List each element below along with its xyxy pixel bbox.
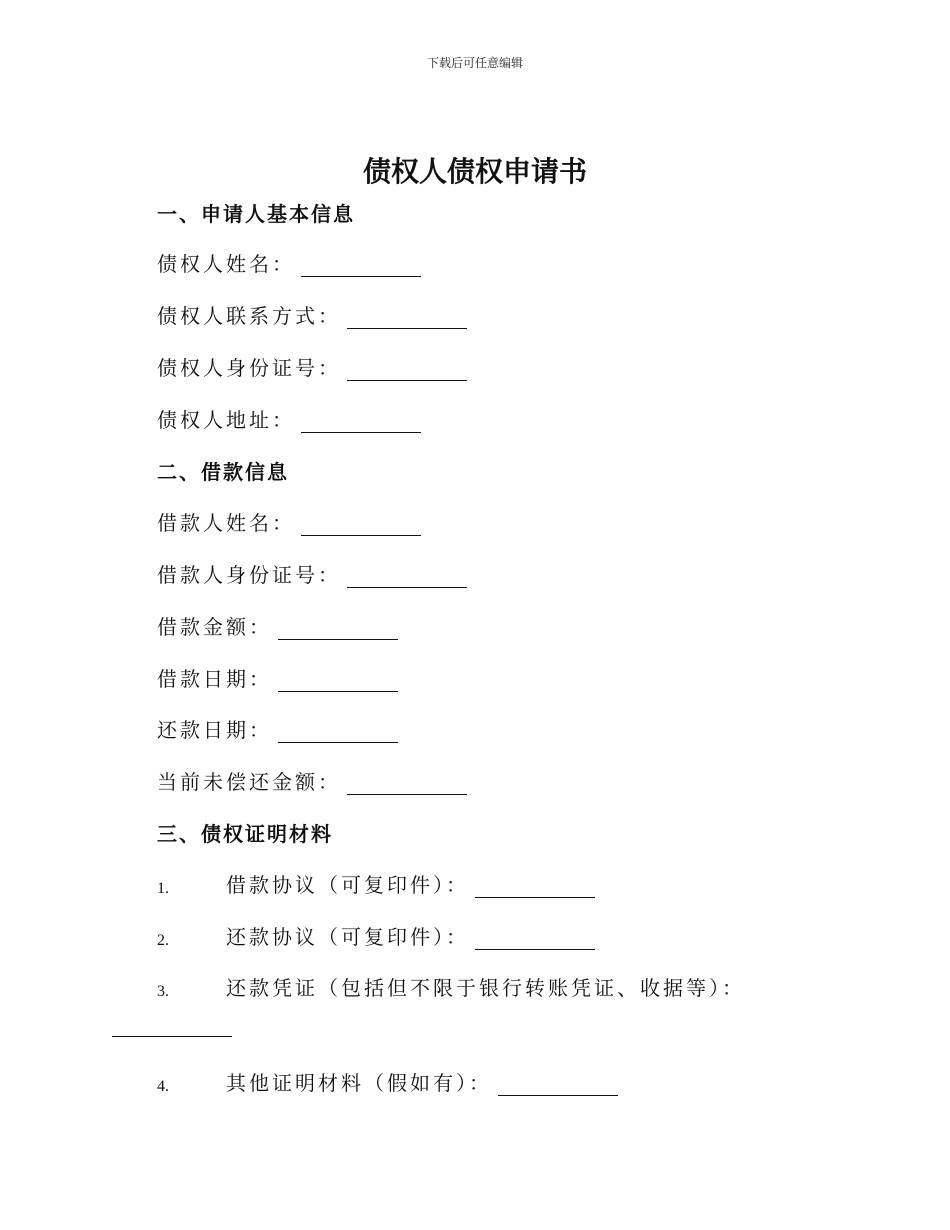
field-creditor-name <box>157 248 421 277</box>
field-outstanding-amount <box>157 766 467 795</box>
list-item-loan-agreement <box>157 869 595 898</box>
fill-blank[interactable] <box>347 772 467 795</box>
fill-blank[interactable] <box>498 1073 618 1096</box>
section-heading-loan-info: 二、借款信息 <box>157 460 289 484</box>
field-borrower-id-number <box>157 559 467 588</box>
list-item-repayment-voucher <box>157 972 745 1001</box>
field-label: 债权人地址： <box>157 408 295 432</box>
fill-blank[interactable] <box>347 565 467 588</box>
field-label: 借款金额： <box>157 615 272 639</box>
field-label: 债权人姓名： <box>157 252 295 276</box>
section-heading-applicant-info: 一、申请人基本信息 <box>157 202 355 226</box>
list-text: 还款协议（可复印件）： <box>226 925 469 949</box>
fill-blank[interactable] <box>278 720 398 743</box>
field-loan-amount <box>157 611 398 640</box>
fill-blank[interactable] <box>301 410 421 433</box>
list-number: 3. <box>157 983 169 1000</box>
list-item-repayment-agreement <box>157 921 595 950</box>
field-creditor-id-number <box>157 352 467 381</box>
field-repayment-date <box>157 714 398 743</box>
fill-blank[interactable] <box>278 669 398 692</box>
list-text: 还款凭证（包括但不限于银行转账凭证、收据等）： <box>226 976 745 1000</box>
header-note: 下载后可任意编辑 <box>426 56 523 70</box>
field-creditor-contact <box>157 300 467 329</box>
list-number: 1. <box>157 880 169 897</box>
list-text: 借款协议（可复印件）： <box>226 873 469 897</box>
field-creditor-address <box>157 404 421 433</box>
field-label: 债权人身份证号： <box>157 356 341 380</box>
fill-blank[interactable] <box>301 513 421 536</box>
field-label: 还款日期： <box>157 718 272 742</box>
list-number: 4. <box>157 1078 169 1095</box>
field-loan-date <box>157 663 398 692</box>
fill-blank[interactable] <box>347 358 467 381</box>
section-heading-evidence: 三、债权证明材料 <box>157 822 333 846</box>
fill-blank[interactable] <box>301 254 421 277</box>
list-text: 其他证明材料（假如有）： <box>226 1071 492 1095</box>
list-number: 2. <box>157 932 169 949</box>
field-label: 借款日期： <box>157 667 272 691</box>
document-title: 债权人债权申请书 <box>362 155 587 188</box>
field-label: 借款人姓名： <box>157 511 295 535</box>
fill-blank[interactable] <box>475 927 595 950</box>
field-label: 借款人身份证号： <box>157 563 341 587</box>
field-borrower-name <box>157 507 421 536</box>
fill-blank[interactable] <box>112 1014 232 1037</box>
fill-blank[interactable] <box>347 306 467 329</box>
list-item-other-evidence <box>157 1067 618 1096</box>
fill-blank[interactable] <box>475 875 595 898</box>
fill-blank[interactable] <box>278 617 398 640</box>
field-label: 当前未偿还金额： <box>157 770 341 794</box>
field-label: 债权人联系方式： <box>157 304 341 328</box>
